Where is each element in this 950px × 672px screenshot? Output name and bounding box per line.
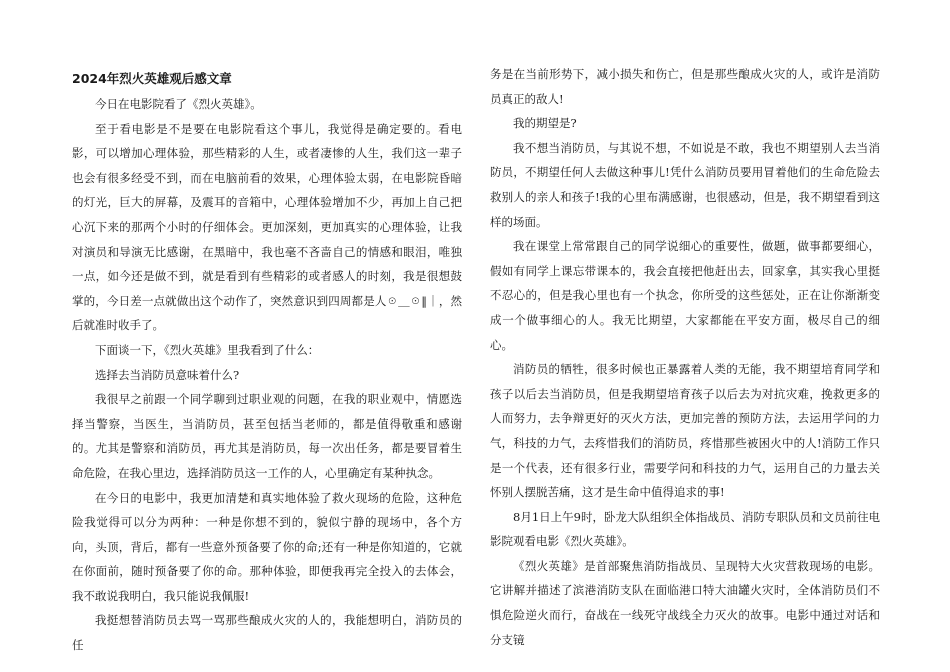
document-title: 2024年烈火英雄观后感文章 bbox=[72, 71, 232, 86]
left-column bbox=[72, 58, 462, 658]
paragraph: 我挺想替消防员去骂一骂那些酿成火灾的人的，我能想明白，消防员的任 bbox=[72, 613, 462, 653]
paragraph: 我不想当消防员，与其说不想，不如说是不敢，我也不期望别人去当消防员，不期望任何人去做这种事儿!凭什么消防员要用冒着他们的生命危险去救别人的亲人和孩子!我的心里布满感谢，也很感动，但是，我不期望看到这样的场面。 bbox=[490, 140, 880, 229]
paragraph: 我的期望是? bbox=[513, 116, 577, 131]
paragraph: 务是在当前形势下，减小损失和伤亡，但是那些酿成火灾的人，或许是消防员真正的敌人! bbox=[490, 67, 880, 106]
paragraph: 消防员的牺牲，很多时候也正暴露着人类的无能，我不期望培育同学和孩子以后去当消防员，但是我期望培育孩子以后去为对抗灾难，挽救更多的人而努力，去争辩更好的灭火方法，更加完善的预防方法，去运用学问的力气，科技的力气，去疼惜我们的消防员，疼惜那些被困火中的人!消防工作只是一个代表，还有很多行业，需要学问和科技的力气，运用自己的力量去关怀别人摆脱苦痛，这才是生命中值得追求的事! bbox=[490, 362, 880, 500]
paragraph: 8月1日上午9时，卧龙大队组织全体指战员、消防专职队员和文员前往电影院观看电影《烈火英雄》。 bbox=[490, 509, 880, 549]
paragraph: 《烈火英雄》是首部聚焦消防指战员、呈现特大火灾营救现场的电影。它讲解并描述了滨港消防支队在面临港口特大油罐火灾时，全体消防员们不惧危险逆火而行，奋战在一线死守战线全力灭火的故事。电影中通过对话和分支镜 bbox=[490, 558, 880, 647]
paragraph: 至于看电影是不是要在电影院看这个事儿，我觉得是确定要的。看电影，可以增加心理体验，那些精彩的人生，或者凄惨的人生，我们这一辈子也会有很多经受不到，而在电脑前看的效果，心理体验太弱，在电影院昏暗的灯光，巨大的屏幕，及震耳的音箱中，心理体验增加不少，再加上自己把心沉下来的那两个小时的仔细体会。更加深刻，更加真实的心理体验，让我对演员和导演无比感谢，在黑暗中，我也毫不吝啬自己的情感和眼泪，唯独一点，如今还是做不到，就是看到有些精彩的或者感人的时刻，我是很想鼓掌的，今日差一点就做出这个动作了，突然意识到四周都是人☉＿☉‖｜，然后就准时收手了。 bbox=[72, 121, 462, 333]
right-column bbox=[490, 62, 880, 652]
paragraph: 我在课堂上常常跟自己的同学说细心的重要性，做题，做事都要细心，假如有同学上课忘带课本的，我会直接把他赶出去，回家拿，其实我心里挺不忍心的，但是我心里也有一个执念，你所受的这些惩处，正在让你渐渐变成一个做事细心的人。我无比期望，大家都能在平安方面，极尽自己的细心。 bbox=[490, 239, 880, 352]
paragraph: 我很早之前跟一个同学聊到过职业观的问题，在我的职业观中，情愿选择当警察，当医生，当消防员，甚至包括当老师的，都是值得敬重和感谢的。尤其是警察和消防员，再尤其是消防员，每一次出任务，都是要冒着生命危险，在我心里边，选择消防员这一工作的人，心里确定有某种执念。 bbox=[72, 392, 462, 480]
right-paragraphs bbox=[490, 62, 880, 652]
paragraph: 下面谈一下，《烈火英雄》里我看到了什么： bbox=[95, 342, 320, 357]
paragraph: 选择去当消防员意味着什么? bbox=[95, 367, 240, 382]
paragraph: 今日在电影院看了《烈火英雄》。 bbox=[95, 97, 262, 111]
paragraph: 在今日的电影中，我更加清楚和真实地体验了救火现场的危险，这种危险我觉得可以分为两种：一种是你想不到的，貌似宁静的现场中，各个方向，头顶，背后，都有一些意外预备要了你的命;还有一种是你知道的，它就在你面前，随时预备要了你的命。那种体验，即便我再完全投入的去体会，我不敢说我明白，我只能说我佩服! bbox=[72, 490, 462, 603]
left-paragraphs bbox=[72, 92, 462, 658]
